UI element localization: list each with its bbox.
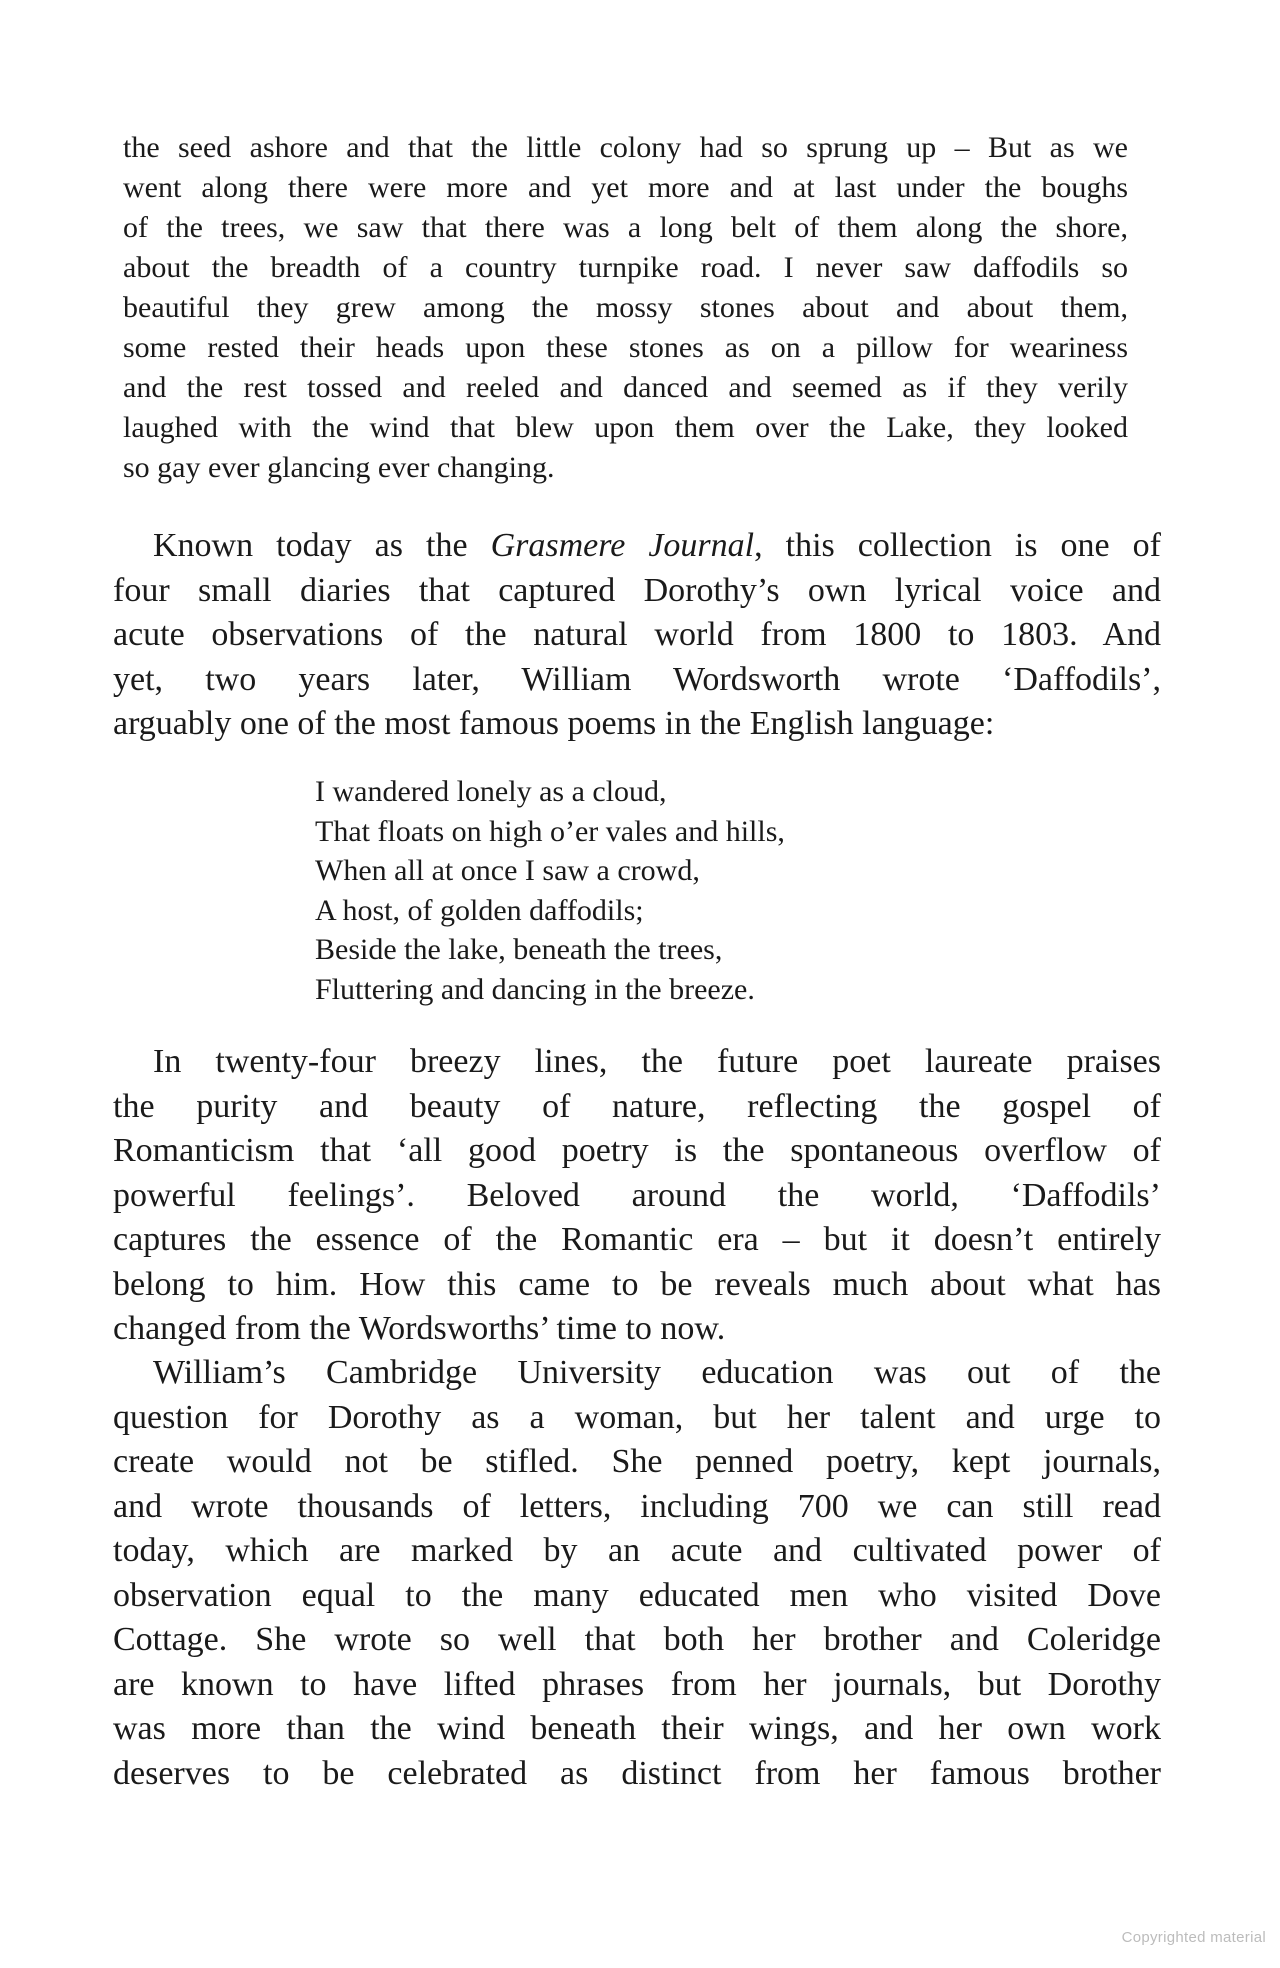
paragraph-william-education <box>113 1351 1161 1796</box>
text-line: the seed ashore and that the little colony had so sprung up – But as we <box>123 131 1128 164</box>
text-line: powerful feelings’. Beloved around the world, ‘Daffodils’ <box>113 1176 1161 1214</box>
text-line: of the trees, we saw that there was a long belt of them along the shore, <box>123 211 1128 244</box>
text-line: A host, of golden daffodils; <box>315 893 644 927</box>
text-line: question for Dorothy as a woman, but her talent and urge to <box>113 1398 1161 1436</box>
text-line: In twenty-four breezy lines, the future poet laureate praises <box>153 1043 1161 1080</box>
text-line: laughed with the wind that blew upon them over the Lake, they looked <box>123 411 1128 444</box>
text-line: Known today as the Grasmere Journal, this collection is one of <box>153 527 1161 564</box>
text-line: belong to him. How this came to be reveals much about what has <box>113 1265 1161 1303</box>
text-line: yet, two years later, William Wordsworth wrote ‘Daffodils’, <box>113 660 1161 698</box>
text-line: and wrote thousands of letters, including 700 we can still read <box>113 1487 1161 1525</box>
text-line: create would not be stifled. She penned poetry, kept journals, <box>113 1443 1161 1480</box>
text-line: captures the essence of the Romantic era – but it doesn’t entirely <box>113 1221 1161 1258</box>
text-line: and the rest tossed and reeled and danced and seemed as if they verily <box>123 371 1128 404</box>
text-line: about the breadth of a country turnpike road. I never saw daffodils so <box>123 251 1128 284</box>
text-line: Beside the lake, beneath the trees, <box>315 933 723 966</box>
journal-quote-block <box>123 128 1128 488</box>
paragraph-breezy-lines <box>113 1040 1161 1352</box>
text-line: deserves to be celebrated as distinct from her famous brother <box>113 1754 1161 1792</box>
text-line: William’s Cambridge University education was out of the <box>153 1354 1161 1391</box>
text-line: four small diaries that captured Dorothy’s own lyrical voice and <box>113 571 1161 609</box>
text-line: Cottage. She wrote so well that both her brother and Coleridge <box>113 1621 1161 1658</box>
text-line: observation equal to the many educated men who visited Dove <box>113 1576 1161 1614</box>
text-line: beautiful they grew among the mossy stones about and about them, <box>123 291 1128 324</box>
text-line: went along there were more and yet more and at last under the boughs <box>123 171 1128 204</box>
poem-daffodils-block <box>315 772 785 1009</box>
paragraph-known-today <box>113 524 1161 747</box>
text-line: When all at once I saw a crowd, <box>315 854 700 887</box>
text-line: are known to have lifted phrases from her journals, but Dorothy <box>113 1665 1161 1703</box>
text-line: acute observations of the natural world from 1800 to 1803. And <box>113 616 1161 653</box>
text-line: some rested their heads upon these stones as on a pillow for weariness <box>123 331 1128 364</box>
text-line: Romanticism that ‘all good poetry is the spontaneous overflow of <box>113 1132 1161 1169</box>
text-line: was more than the wind beneath their wings, and her own work <box>113 1710 1161 1747</box>
text-line: so gay ever glancing ever changing. <box>123 451 555 484</box>
copyright-watermark: Copyrighted material <box>1121 1929 1266 1946</box>
text-line: today, which are marked by an acute and cultivated power of <box>113 1532 1161 1569</box>
text-line: changed from the Wordsworths’ time to now. <box>113 1310 726 1347</box>
text-line: Fluttering and dancing in the breeze. <box>315 972 755 1006</box>
text-line: arguably one of the most famous poems in the English language: <box>113 705 995 742</box>
text-line: That floats on high o’er vales and hills, <box>315 814 785 848</box>
text-line: I wandered lonely as a cloud, <box>315 775 667 808</box>
text-line: the purity and beauty of nature, reflecting the gospel of <box>113 1087 1161 1125</box>
